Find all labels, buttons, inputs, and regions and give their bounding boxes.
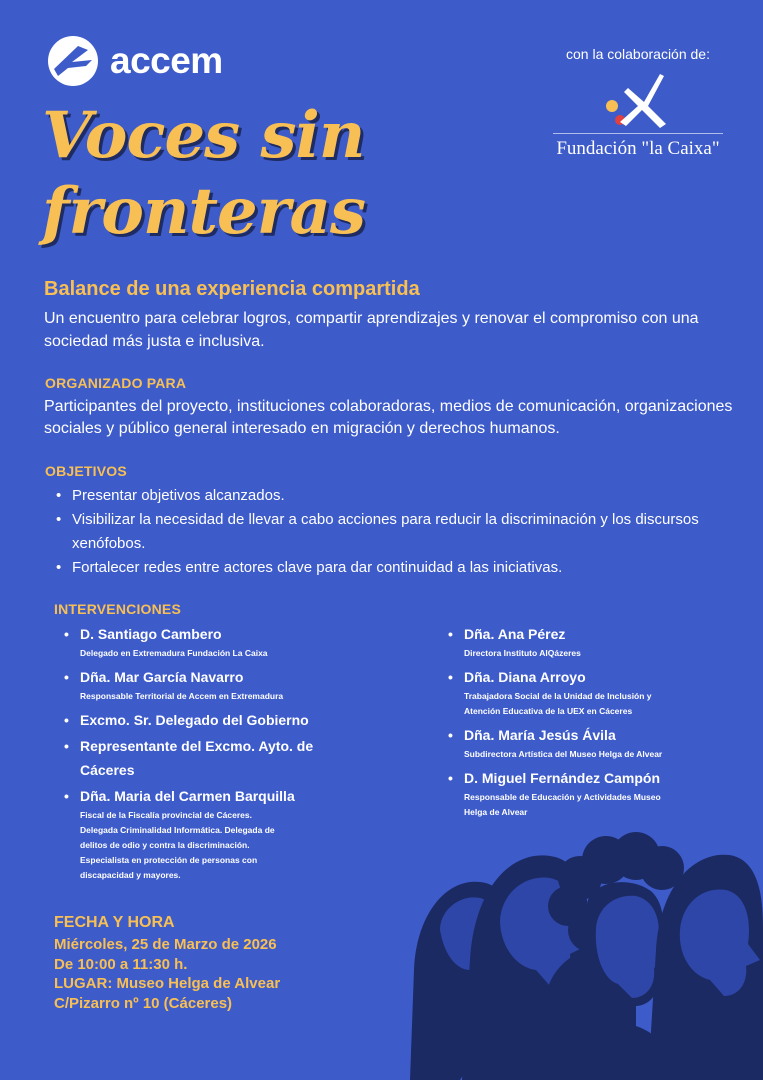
bullet-icon: • xyxy=(64,788,69,804)
speaker-name: Dña. Diana Arroyo xyxy=(464,669,586,685)
speaker-name: Representante del Excmo. Ayto. de Cáceres xyxy=(80,738,314,778)
speaker-role: Trabajadora Social de la Unidad de Inclusión y Atención Educativa de la UEX en Cáceres xyxy=(464,691,652,716)
la-caixa-star-icon xyxy=(598,68,678,130)
event-date: Miércoles, 25 de Marzo de 2026 xyxy=(54,936,277,953)
four-women-profiles-illustration xyxy=(400,820,763,1080)
partner-name: Fundación "la Caixa" xyxy=(556,138,720,159)
fecha-details xyxy=(54,935,280,1013)
objetivos-heading: OBJETIVOS xyxy=(45,463,127,479)
event-time: De 10:00 a 11:30 h. xyxy=(54,955,188,973)
accem-logo-icon xyxy=(48,36,98,86)
brand-name: accem xyxy=(110,40,223,81)
bullet-icon: • xyxy=(448,727,453,743)
speaker-role: Responsable Territorial de Accem en Extremadura xyxy=(80,691,284,701)
women-illustration xyxy=(400,820,763,1080)
speaker-role: Responsable de Educación y Actividades Museo Helga de Alvear xyxy=(464,792,661,817)
bullet-icon: • xyxy=(64,669,69,685)
bullet-icon: • xyxy=(64,626,69,642)
speaker-item xyxy=(64,665,326,706)
event-title xyxy=(42,98,365,250)
speaker-item xyxy=(448,766,748,822)
intervenciones-left-list xyxy=(64,622,326,887)
event-intro: Un encuentro para celebrar logros, compartir aprendizajes y renovar el compromiso con una sociedad más justa e inclusiva. xyxy=(44,310,699,350)
bullet-icon: • xyxy=(448,669,453,685)
speaker-name: Dña. Mar García Navarro xyxy=(80,669,244,685)
speaker-item xyxy=(448,665,748,721)
speaker-item xyxy=(64,734,326,782)
accem-logo xyxy=(48,36,223,86)
event-address: C/Pizarro nº 10 (Cáceres) xyxy=(54,994,233,1012)
speaker-name: Excmo. Sr. Delegado del Gobierno xyxy=(80,712,309,728)
speaker-item xyxy=(448,622,748,663)
speaker-role: Fiscal de la Fiscalía provincial de Cáceres. Delegada Criminalidad Informática. Delegada de delitos de odio y contra la discriminación. Especialista en protección de personas con discapacidad y mayores. xyxy=(80,810,275,880)
organizado-heading: ORGANIZADO PARA xyxy=(45,375,187,391)
partner-logo xyxy=(552,68,724,160)
bullet-icon: • xyxy=(64,738,69,754)
intervenciones-heading: INTERVENCIONES xyxy=(54,601,182,617)
bullet-icon: • xyxy=(448,626,453,642)
objetivo-item: • Fortalecer redes entre actores clave para dar continuidad a las iniciativas. xyxy=(56,556,746,580)
speaker-name: Dña. María Jesús Ávila xyxy=(464,727,616,743)
collaboration-label: con la colaboración de: xyxy=(566,46,710,62)
title-line-2: fronteras xyxy=(42,174,365,249)
speaker-name: D. Miguel Fernández Campón xyxy=(464,770,661,786)
speaker-role: Delegado en Extremadura Fundación La Caixa xyxy=(80,648,268,658)
title-line-1: Voces sin xyxy=(42,98,365,173)
bullet-icon: • xyxy=(64,712,69,728)
speaker-item xyxy=(64,622,326,663)
intervenciones-right-list xyxy=(448,622,748,824)
objetivos-list xyxy=(56,484,746,580)
bullet-icon: • xyxy=(448,770,453,786)
speaker-name: Dña. Ana Pérez xyxy=(464,626,566,642)
partner-divider xyxy=(553,133,723,134)
speaker-role: Subdirectora Artística del Museo Helga de Alvear xyxy=(464,749,663,759)
organizado-text: Participantes del proyecto, instituciones colaboradoras, medios de comunicación, organizaciones sociales y público general interesado en migración y derechos humanos. xyxy=(44,398,733,437)
event-subtitle: Balance de una experiencia compartida xyxy=(44,278,420,300)
speaker-item xyxy=(448,723,748,764)
speaker-item xyxy=(64,708,326,732)
speaker-name: D. Santiago Cambero xyxy=(80,626,222,642)
speaker-item xyxy=(64,784,326,885)
fecha-heading: FECHA Y HORA xyxy=(54,914,175,931)
speaker-name: Dña. Maria del Carmen Barquilla xyxy=(80,788,295,804)
event-place: LUGAR: Museo Helga de Alvear xyxy=(54,975,281,992)
objetivo-item: • Presentar objetivos alcanzados. xyxy=(56,484,746,508)
objetivo-item: • Visibilizar la necesidad de llevar a cabo acciones para reducir la discriminación y los discursos xenófobos. xyxy=(56,508,746,556)
speaker-role: Directora Instituto AlQázeres xyxy=(464,648,581,658)
